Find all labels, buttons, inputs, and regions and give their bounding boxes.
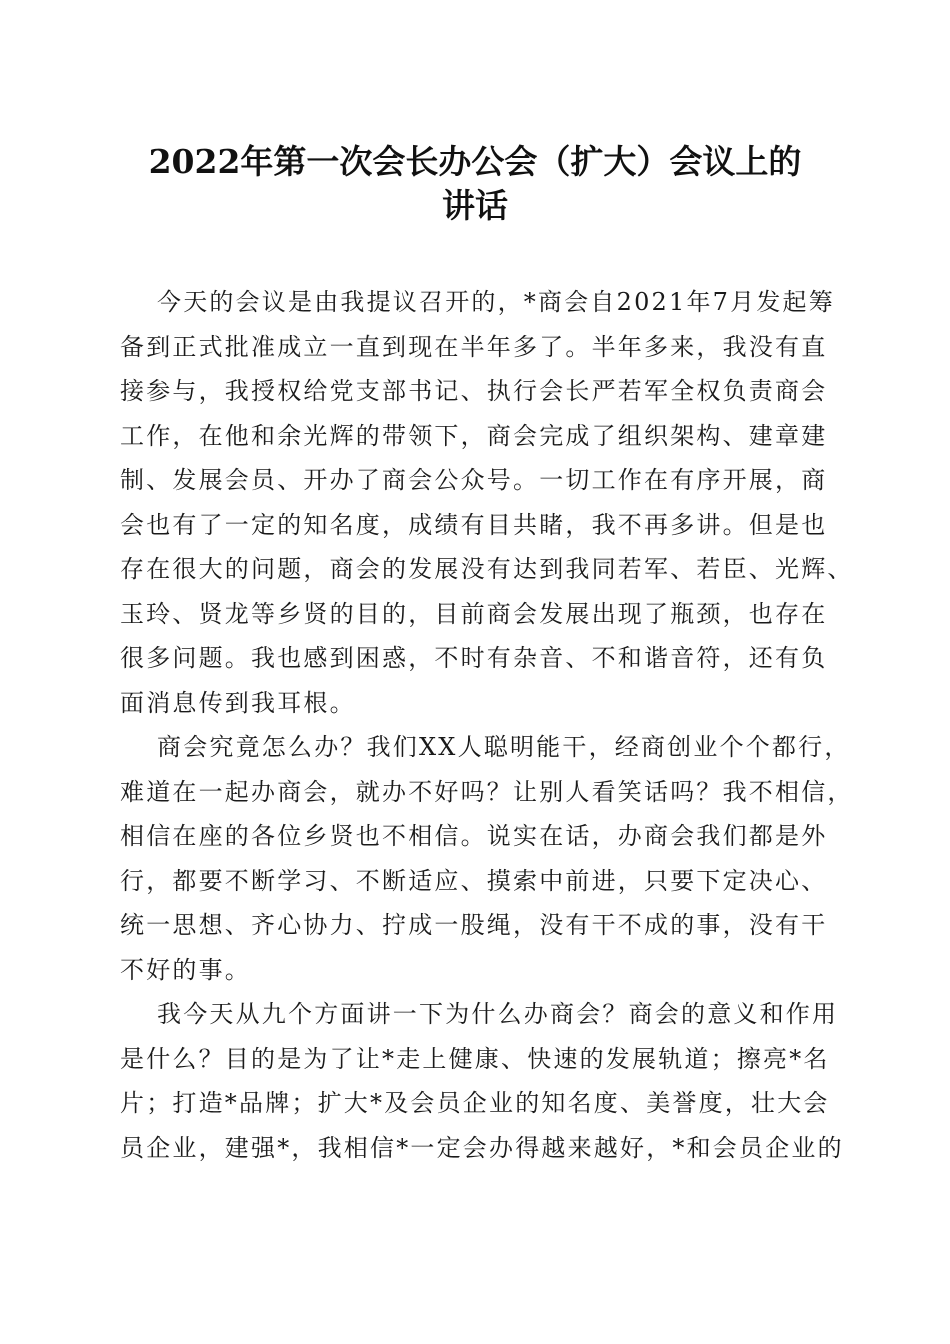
paragraph-3 [120,992,850,1170]
text-line: 今天的会议是由我提议召开的，*商会自2021年7月发起筹 [157,288,835,316]
text-line: 接参与，我授权给党支部书记、执行会长严若军全权负责商会 [120,377,828,405]
text-line: 是什么？目的是为了让*走上健康、快速的发展轨道；擦亮*名 [120,1044,830,1073]
text-line: 会也有了一定的知名度，成绩有目共睹，我不再多讲。但是也 [120,510,828,539]
text-line: 相信在座的各位乡贤也不相信。说实在话，办商会我们都是外 [120,822,828,850]
text-line: 工作，在他和余光辉的带领下，商会完成了组织架构、建章建 [120,421,828,450]
page-title [120,140,830,228]
title-line-2: 讲话 [442,186,508,225]
title-line-1: 2022年第一次会长办公会（扩大）会议上的 [148,142,802,181]
text-line: 员企业，建强*，我相信*一定会办得越来越好，*和会员企业的 [120,1133,844,1162]
text-line: 不好的事。 [120,955,251,984]
text-line: 难道在一起办商会，就办不好吗？让别人看笑话吗？我不相信， [120,777,854,806]
text-line: 制、发展会员、开办了商会公众号。一切工作在有序开展，商 [120,466,828,494]
text-line: 行，都要不断学习、不断适应、摸索中前进，只要下定决心、 [120,866,828,895]
text-line: 存在很大的问题，商会的发展没有达到我同若军、若臣、光辉、 [120,555,854,583]
text-line: 片；打造*品牌；扩大*及会员企业的知名度、美誉度，壮大会 [120,1089,830,1117]
paragraph-1 [120,280,854,725]
text-line: 很多问题。我也感到困惑，不时有杂音、不和谐音符，还有负 [120,644,828,672]
text-line: 统一思想、齐心协力、拧成一股绳，没有干不成的事，没有干 [120,911,828,939]
text-line: 备到正式批准成立一直到现在半年多了。半年多来，我没有直 [120,332,828,361]
document-body [120,280,854,1170]
text-line: 面消息传到我耳根。 [120,688,356,717]
text-line: 我今天从九个方面讲一下为什么办商会？商会的意义和作用 [157,1000,839,1028]
text-line: 玉玲、贤龙等乡贤的目的，目前商会发展出现了瓶颈，也存在 [120,599,828,628]
text-line: 商会究竟怎么办？我们XX人聪明能干，经商创业个个都行， [157,733,851,761]
paragraph-2 [120,725,854,992]
